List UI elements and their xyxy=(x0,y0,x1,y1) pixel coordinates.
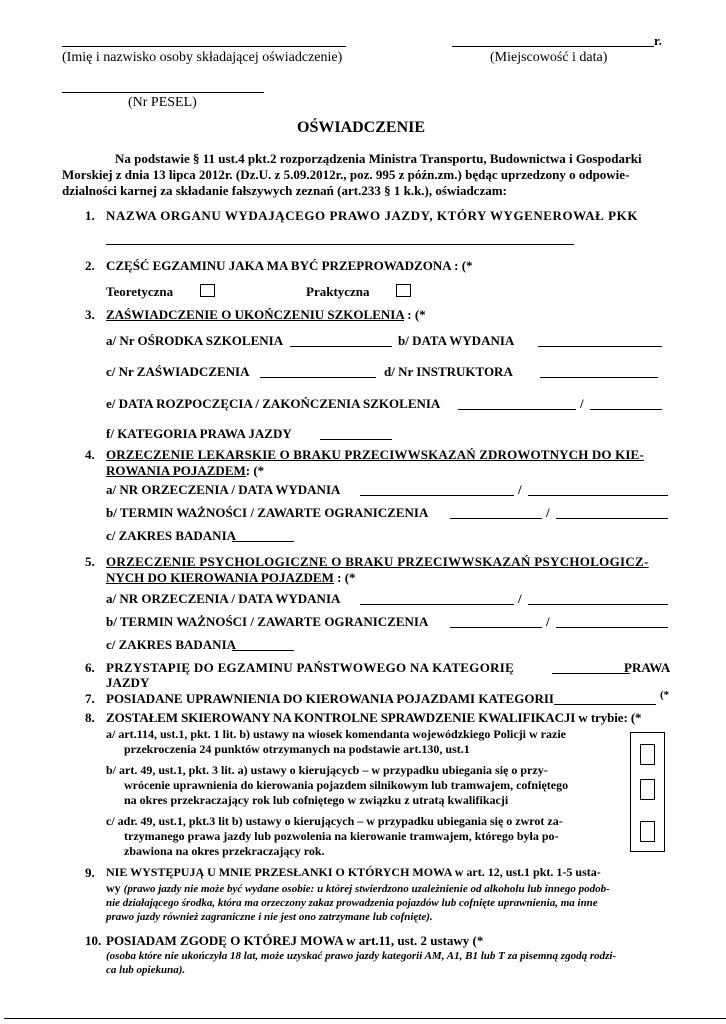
license-category-label: f/ KATEGORIA PRAWA JAZDY xyxy=(106,426,292,441)
medical-restrictions-field[interactable] xyxy=(556,518,668,519)
mode-c-line-3: zbawiona na okres przekraczający rok. xyxy=(124,844,325,858)
medical-number-field[interactable] xyxy=(360,495,514,496)
training-center-label: a/ Nr OŚRODKA SZKOLENIA xyxy=(106,333,284,348)
place-date-field-line[interactable] xyxy=(452,46,654,47)
medical-number-date-label: a/ NR ORZECZENIA / DATA WYDANIA xyxy=(106,482,341,497)
section-9-line-2-wrap xyxy=(106,881,610,896)
certificate-number-label: c/ Nr ZAŚWIADCZENIA xyxy=(106,364,250,379)
held-categories-field[interactable] xyxy=(554,704,656,705)
medical-scope-label: c/ ZAKRES BADANIA xyxy=(106,528,237,543)
section-5-number: 5. xyxy=(85,554,95,569)
section-10-line-2: (osoba które nie ukończyła 18 lat, może uzyskać prawo jazdy kategorii AM, A1, B1 lub T za pisemną zgodą rodzi- xyxy=(106,950,617,962)
section-4-mark: : (* xyxy=(245,463,265,478)
section-7-mark: (* xyxy=(660,689,670,701)
training-center-field[interactable] xyxy=(290,346,392,347)
psych-number-slash: / xyxy=(518,591,522,606)
section-10-number: 10. xyxy=(85,933,102,948)
psych-validity-field[interactable] xyxy=(450,627,542,628)
medical-validity-field[interactable] xyxy=(450,518,542,519)
section-10-line-3: ca lub opiekuna). xyxy=(106,964,186,976)
psych-date-field[interactable] xyxy=(528,604,668,605)
year-suffix: r. xyxy=(654,33,662,48)
section-7-text: POSIADANE UPRAWNIENIA DO KIEROWANIA POJAZDAMI KATEGORII xyxy=(106,691,554,706)
section-3-title: ZAŚWIADCZENIE O UKOŃCZENIU SZKOLENIA xyxy=(106,307,404,322)
section-8-text: ZOSTAŁEM SKIEROWANY NA KONTROLNE SPRAWDZENIE KWALIFIKACJI w trybie: (* xyxy=(106,710,642,725)
intro-line-3: dzialności karnej za składanie fałszywych zeznań (art.233 § 1 k.k.), oświadczam: xyxy=(62,183,507,198)
section-9-line-2a: wy xyxy=(106,881,121,895)
medical-validity-slash: / xyxy=(546,505,550,520)
mode-b-line-3: na okres przekraczający rok lub cofniętego w związku z utratą kwalifikacji xyxy=(124,793,509,807)
certificate-number-field[interactable] xyxy=(260,377,376,378)
section-1-text: NAZWA ORGANU WYDAJĄCEGO PRAWO JAZDY, KTÓRY WYGENEROWAŁ PKK xyxy=(106,208,638,223)
section-9-line-4: prawo jazdy również zagraniczne i nie jest ono zatrzymane lub cofnięte). xyxy=(106,911,433,923)
bottom-rule xyxy=(4,1018,726,1019)
section-5-title-line-2: NYCH DO KIEROWANIA POJAZDEM xyxy=(106,570,334,585)
section-4-title-line-2-wrap xyxy=(106,463,264,479)
section-10-line-1: POSIADAM ZGODĘ O KTÓREJ MOWA w art.11, ust. 2 ustawy (* xyxy=(106,933,484,948)
psych-number-field[interactable] xyxy=(360,604,514,605)
name-field-line[interactable] xyxy=(62,46,346,47)
mode-b-line-2: wrócenie uprawnienia do kierowania pojazdem silnikowym lub tramwajem, cofniętego xyxy=(124,778,569,792)
section-3-number: 3. xyxy=(85,307,95,322)
training-end-field[interactable] xyxy=(590,409,662,410)
mode-b-checkbox[interactable] xyxy=(640,779,655,800)
pesel-field-line[interactable] xyxy=(62,92,264,93)
psych-scope-field[interactable] xyxy=(232,650,294,651)
section-9-line-1: NIE WYSTĘPUJĄ U MNIE PRZESŁANKI O KTÓRYCH MOWA w art. 12, ust.1 pkt. 1-5 usta- xyxy=(106,865,601,879)
psych-number-date-label: a/ NR ORZECZENIA / DATA WYDANIA xyxy=(106,591,341,606)
section-5-mark: : (* xyxy=(333,570,356,585)
issue-date-field[interactable] xyxy=(538,346,662,347)
instructor-number-label: d/ Nr INSTRUKTORA xyxy=(384,364,513,379)
option-theoretical-label: Teoretyczna xyxy=(106,284,174,299)
name-field-label: (Imię i nazwisko osoby składającej oświadczenie) xyxy=(62,50,343,65)
medical-date-field[interactable] xyxy=(528,495,668,496)
section-6-text-2: JAZDY xyxy=(106,675,150,690)
section-7-number: 7. xyxy=(85,691,95,706)
section-1-field-line[interactable] xyxy=(106,244,574,245)
section-6-text: PRZYSTAPIĘ DO EGZAMINU PAŃSTWOWEGO NA KATEGORIĘ xyxy=(106,660,515,675)
medical-scope-field[interactable] xyxy=(232,541,294,542)
training-start-field[interactable] xyxy=(458,409,576,410)
section-4-number: 4. xyxy=(85,447,95,462)
mode-c-line-2: trzymanego prawa jazdy lub pozwolenia na kierowanie tramwajem, którego była po- xyxy=(124,829,559,843)
psych-validity-slash: / xyxy=(546,614,550,629)
option-practical-checkbox[interactable] xyxy=(396,284,411,297)
section-5-title-line-2-wrap xyxy=(106,570,356,586)
option-theoretical-checkbox[interactable] xyxy=(200,284,215,297)
mode-b-line-1: b/ art. 49, ust.1, pkt. 3 lit. a) ustawy o kierującycb – w przypadku ubiegania się o przy- xyxy=(106,763,548,777)
section-2-number: 2. xyxy=(85,258,95,273)
section-3-title-wrap xyxy=(106,307,426,323)
medical-number-slash: / xyxy=(518,482,522,497)
mode-c-line-1: c/ adr. 49, ust.1, pkt.3 lit b) ustawy o kierujących – w przypadku ubiegania się o zwrot za- xyxy=(106,814,563,828)
section-4-title-line-2: ROWANIA POJAZDEM xyxy=(106,463,246,478)
section-1-number: 1. xyxy=(85,208,95,223)
intro-line-2: Morskiej z dnia 13 lipca 2012r. (Dz.U. z 5.09.2012r., poz. 995 z późn.zm.) będąc uprzedzony o odpowie- xyxy=(62,167,630,182)
mode-c-checkbox[interactable] xyxy=(640,821,655,842)
section-9-line-3: nie działającego środka, która ma orzeczony zakaz prowadzenia pojazdów lub cofnięte uprawnienia, ma inne xyxy=(106,897,598,909)
license-category-field[interactable] xyxy=(320,439,392,440)
mode-a-line-2: przekroczenia 24 punktów otrzymanych na podstawie art.130, ust.1 xyxy=(124,742,470,756)
pesel-label: (Nr PESEL) xyxy=(128,95,197,110)
section-9-number: 9. xyxy=(85,865,95,880)
place-date-label: (Miejscowość i data) xyxy=(490,50,608,65)
psych-scope-label: c/ ZAKRES BADANIA xyxy=(106,637,237,652)
section-8-number: 8. xyxy=(85,710,95,725)
issue-date-label: b/ DATA WYDANIA xyxy=(398,333,515,348)
psych-restrictions-field[interactable] xyxy=(556,627,668,628)
section-2-text: CZĘŚĆ EGZAMINU JAKA MA BYĆ PRZEPROWADZONA : (* xyxy=(106,258,473,273)
section-6-number: 6. xyxy=(85,660,95,675)
medical-validity-label: b/ TERMIN WAŻNOŚCI / ZAWARTE OGRANICZENIA xyxy=(106,505,429,520)
section-9-line-2b: (prawo jazdy nie może być wydane osobie: u której stwierdzono uzależnienie od alkoholu lub innego podob- xyxy=(123,883,610,895)
document-title: OŚWIADCZENIE xyxy=(297,119,426,136)
section-3-mark: : (* xyxy=(403,307,426,322)
intro-line-1: Na podstawie § 11 ust.4 pkt.2 rozporządzenia Ministra Transportu, Budownictwa i Gospodarki xyxy=(115,151,642,166)
instructor-number-field[interactable] xyxy=(540,377,658,378)
mode-a-line-1: a/ art.114, ust.1, pkt. 1 lit. b) ustawy na wiosek komendanta wojewódzkiego Policji w razie xyxy=(106,727,566,741)
option-practical-label: Praktyczna xyxy=(306,284,370,299)
mode-a-checkbox[interactable] xyxy=(640,744,655,765)
section-5-title-line-1: ORZECZENIE PSYCHOLOGICZNE O BRAKU PRZECIWWSKAZAŃ PSYCHOLOGICZ- xyxy=(106,554,649,569)
psych-validity-label: b/ TERMIN WAŻNOŚCI / ZAWARTE OGRANICZENIA xyxy=(106,614,429,629)
section-6-text-right: PRAWA xyxy=(624,660,671,675)
exam-category-field[interactable] xyxy=(552,673,630,674)
training-dates-slash: / xyxy=(580,396,584,411)
training-dates-label: e/ DATA ROZPOCZĘCIA / ZAKOŃCZENIA SZKOLENIA xyxy=(106,396,441,411)
section-4-title-line-1: ORZECZENIE LEKARSKIE O BRAKU PRZECIWWSKAZAŃ ZDROWOTNYCH DO KIE- xyxy=(106,447,644,462)
